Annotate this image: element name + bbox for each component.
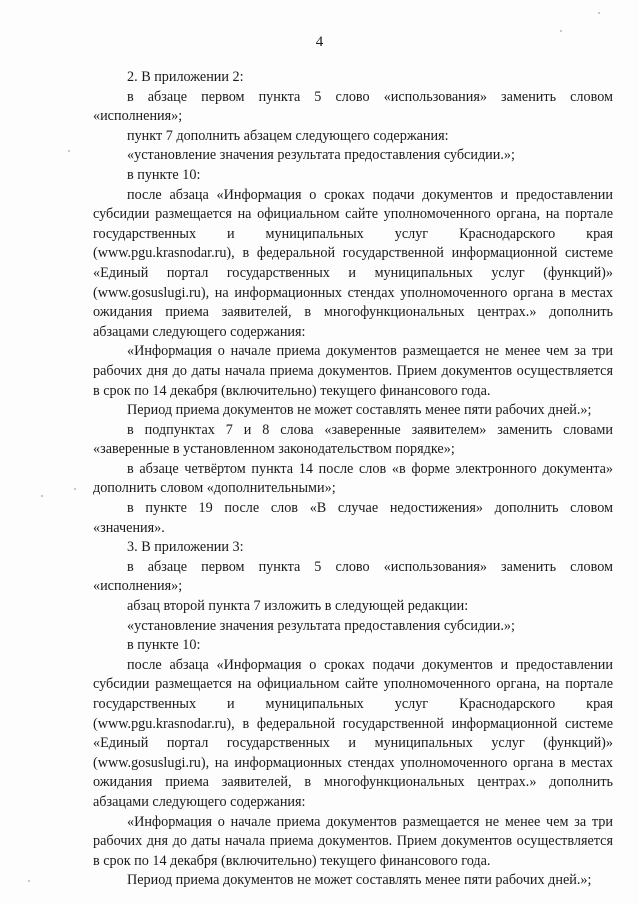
page-number: 4 <box>315 34 324 50</box>
paragraph: Период приема документов не может составлять менее пяти рабочих дней.»; <box>127 402 592 419</box>
scan-speck <box>560 30 562 32</box>
paragraph-appendix-3-heading: 3. В приложении 3: <box>127 539 244 556</box>
paragraph: «Информация о начале приема документов размещается не менее чем за три рабочих дня до даты начала приема документов. Прием документов осуществляется в срок по 14 декабря (включительно) текущего финансового года. <box>93 343 613 399</box>
paragraph: в абзаце первом пункта 5 слово «использования» заменить словом «исполнения»; <box>93 88 613 125</box>
scan-speck <box>41 495 43 497</box>
document-body <box>93 68 613 891</box>
paragraph: в пункте 19 после слов «В случае недостижения» дополнить словом «значения». <box>93 500 613 536</box>
paragraph: в пункте 10: <box>127 637 201 654</box>
paragraph: после абзаца «Информация о сроках подачи документов и предоставлении субсидии размещается на официальном сайте уполномоченного органа, на портале государственных и муниципальных услуг Краснодарского края (www.pgu.krasnodar.ru), в федеральной государственной информационной системе «Единый портал государственных и муниципальных услуг (функций)» (www.gosuslugi.ru), на информационных стендах уполномоченного органа в местах ожидания приема заявителей, в многофункциональных центрах.» дополнить абзацами следующего содержания: <box>93 656 613 810</box>
paragraph: «Информация о начале приема документов размещается не менее чем за три рабочих дня до даты начала приема документов. Прием документов осуществляется в срок по 14 декабря (включительно) текущего финансового года. <box>93 813 613 869</box>
paragraph: в абзаце четвёртом пункта 14 после слов «в форме электронного документа» дополнить словом «дополнительными»; <box>93 460 613 497</box>
paragraph-appendix-2-heading: 2. В приложении 2: <box>127 69 244 85</box>
paragraph: в пункте 10: <box>127 166 201 183</box>
paragraph: Период приема документов не может составлять менее пяти рабочих дней.»; <box>127 872 592 889</box>
paragraph: в подпунктах 7 и 8 слова «заверенные заявителем» заменить словами «заверенные в установленном законодательством порядке»; <box>93 421 613 458</box>
paragraph: «установление значения результата предоставления субсидии.»; <box>127 617 515 634</box>
scan-speck <box>68 150 70 152</box>
paragraph: «установление значения результата предоставления субсидии.»; <box>127 147 515 164</box>
scan-speck <box>74 488 76 490</box>
scan-speck <box>598 12 600 14</box>
paragraph: пункт 7 дополнить абзацем следующего содержания: <box>127 127 449 144</box>
paragraph: после абзаца «Информация о сроках подачи документов и предоставлении субсидии размещается на официальном сайте уполномоченного органа, на портале государственных и муниципальных услуг Краснодарского края (www.pgu.krasnodar.ru), в федеральной государственной информационной системе «Единый портал государственных и муниципальных услуг (функций)» (www.gosuslugi.ru), на информационных стендах уполномоченного органа в местах ожидания приема заявителей, в многофункциональных центрах.» дополнить абзацами следующего содержания: <box>93 186 613 340</box>
paragraph: в абзаце первом пункта 5 слово «использования» заменить словом «исполнения»; <box>93 558 613 595</box>
paragraph: абзац второй пункта 7 изложить в следующей редакции: <box>127 598 469 615</box>
scan-speck <box>28 880 30 882</box>
